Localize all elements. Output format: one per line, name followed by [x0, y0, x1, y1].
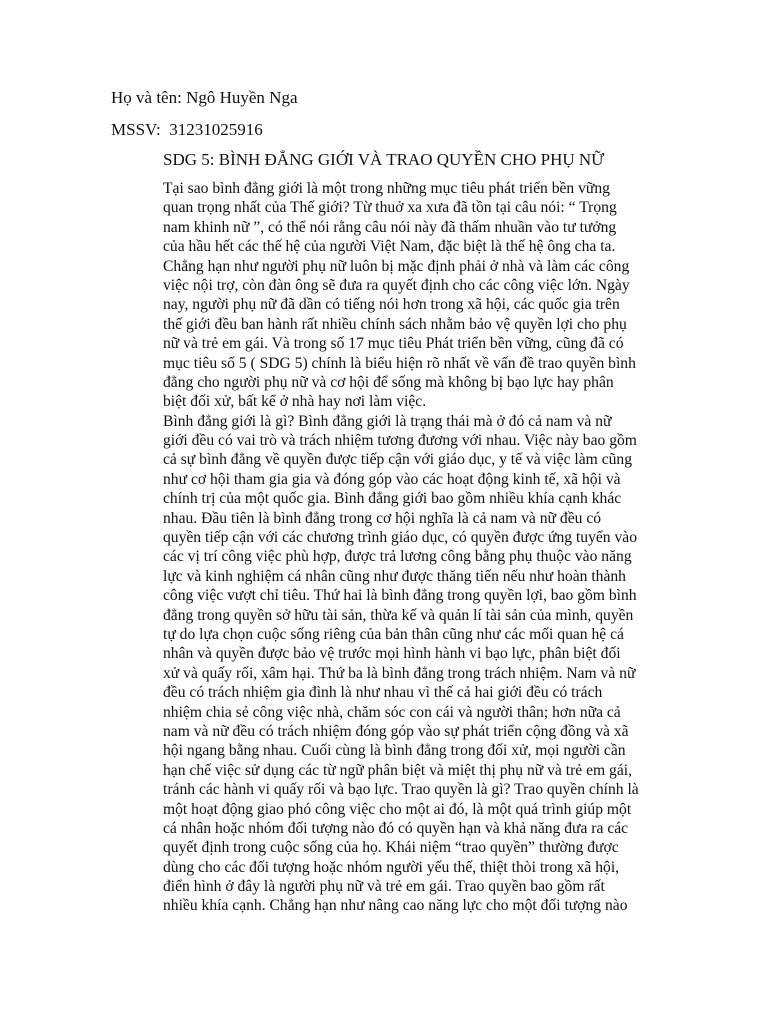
body-line: Chẳng hạn như người phụ nữ luôn bị mặc định phải ở nhà và làm các công — [163, 257, 630, 275]
document-body — [163, 179, 683, 916]
body-line: nhiều khía cạnh. Chẳng hạn như nâng cao năng lực cho một đối tượng nào — [163, 897, 628, 915]
student-name-line: Họ và tên: Ngô Huyền Nga — [111, 88, 298, 107]
body-line: công việc vượt chỉ tiêu. Thứ hai là bình đẳng trong quyền lợi, bao gồm bình — [163, 587, 637, 605]
body-line: nam khinh nữ ”, có thể nói rằng câu nói này đã thấm nhuần vào tư tưởng — [163, 218, 617, 236]
body-line: điển hình ở đây là người phụ nữ và trẻ em gái. Trao quyền bao gồm rất — [163, 878, 605, 896]
body-line: đẳng trong quyền sở hữu tài sản, thừa kế và quản lí tài sản của mình, quyền — [163, 606, 634, 624]
body-line: như cơ hội tham gia gia và đóng góp vào các hoạt động kinh tế, xã hội và — [163, 470, 621, 488]
body-line: cá nhân hoặc nhóm đối tượng nào đó có quyền hạn và khả năng đưa ra các — [163, 819, 629, 837]
body-line: tránh các hành vi quấy rối và bạo lực. Trao quyền là gì? Trao quyền chính là — [163, 781, 639, 799]
body-line: mục tiêu số 5 ( SDG 5) chính là biểu hiện rõ nhất về vấn đề trao quyền bình — [163, 354, 636, 372]
body-line: các vị trí công việc phù hợp, được trả lương công bằng phụ thuộc vào năng — [163, 548, 632, 566]
body-line: Tại sao bình đẳng giới là một trong những mục tiêu phát triển bền vững — [163, 180, 610, 197]
body-line: tự do lựa chọn cuộc sống riêng của bản thân cũng như các mối quan hệ cá — [163, 625, 624, 643]
body-line: nhau. Đầu tiên là bình đẳng trong cơ hội nghĩa là cả nam và nữ đều có — [163, 509, 602, 527]
body-line: đều có trách nhiệm gia đình là như nhau vì thế cả hai giới đều có trách — [163, 684, 603, 702]
body-line: một hoạt động giao phó công việc cho một ai đó, là một quá trình giúp một — [163, 800, 632, 818]
body-line: nam và nữ đều có trách nhiệm đóng góp vào sự phát triển cộng đồng và xã — [163, 722, 629, 740]
body-line: nữ và trẻ em gái. Và trong số 17 mục tiêu Phát triển bền vững, cũng đã có — [163, 335, 624, 353]
body-line: quan trọng nhất của Thế giới? Từ thuở xa xưa đã tồn tại câu nói: “ Trọng — [163, 199, 617, 217]
body-line: hội ngang bằng nhau. Cuối cùng là bình đẳng trong đối xử, mọi người cần — [163, 742, 626, 760]
body-line: lực và kinh nghiệm cá nhân cũng như được thăng tiến nếu như hoàn thành — [163, 567, 626, 585]
body-line: cả sự bình đẳng về quyền được tiếp cận với giáo dục, y tế và việc làm cũng — [163, 451, 633, 469]
body-line: hạn chế việc sử dụng các từ ngữ phân biệt và miệt thị phụ nữ và trẻ em gái, — [163, 761, 632, 779]
student-id-line: MSSV: 31231025916 — [111, 120, 263, 139]
body-line: nhiệm chia sẻ công việc nhà, chăm sóc con cái và người thân; hơn nữa cả — [163, 703, 621, 721]
body-line: biệt đối xử, bất kể ở nhà hay nơi làm việc. — [163, 393, 427, 411]
body-line: dùng cho các đối tượng hoặc nhóm người yếu thế, thiệt thòi trong xã hội, — [163, 858, 620, 876]
body-line: quyền tiếp cận với các chương trình giáo dục, có quyền được ứng tuyển vào — [163, 529, 638, 547]
document-title: SDG 5: BÌNH ĐẲNG GIỚI VÀ TRAO QUYỀN CHO PHỤ NỮ — [163, 150, 605, 169]
body-line: thế giới đều ban hành rất nhiều chính sách nhằm bảo vệ quyền lợi cho phụ — [163, 315, 627, 333]
body-line: xử và quấy rối, xâm hại. Thứ ba là bình đẳng trong trách nhiệm. Nam và nữ — [163, 664, 636, 682]
body-line: đẳng cho người phụ nữ và cơ hội để sống mà không bị bạo lực hay phân — [163, 373, 614, 391]
body-line: quyết định trong cuộc sống của họ. Khái niệm “trao quyền” thường được — [163, 839, 619, 857]
body-line: việc nội trợ, còn đàn ông sẽ đưa ra quyết định cho các công việc lớn. Ngày — [163, 276, 630, 294]
body-line: của hầu hết các thế hệ của người Việt Nam, đặc biệt là thế hệ ông cha ta. — [163, 238, 616, 256]
body-line: nhân và quyền được bảo vệ trước mọi hình hành vi bạo lực, phân biệt đối — [163, 645, 621, 663]
body-line: nay, người phụ nữ đã dần có tiếng nói hơn trong xã hội, các quốc gia trên — [163, 296, 620, 314]
body-line: giới đều có vai trò và trách nhiệm tương đương với nhau. Việc này bao gồm — [163, 432, 637, 450]
body-line: chính trị của một quốc gia. Bình đẳng giới bao gồm nhiều khía cạnh khác — [163, 490, 622, 508]
body-line: Bình đẳng giới là gì? Bình đẳng giới là trạng thái mà ở đó cả nam và nữ — [163, 412, 612, 430]
